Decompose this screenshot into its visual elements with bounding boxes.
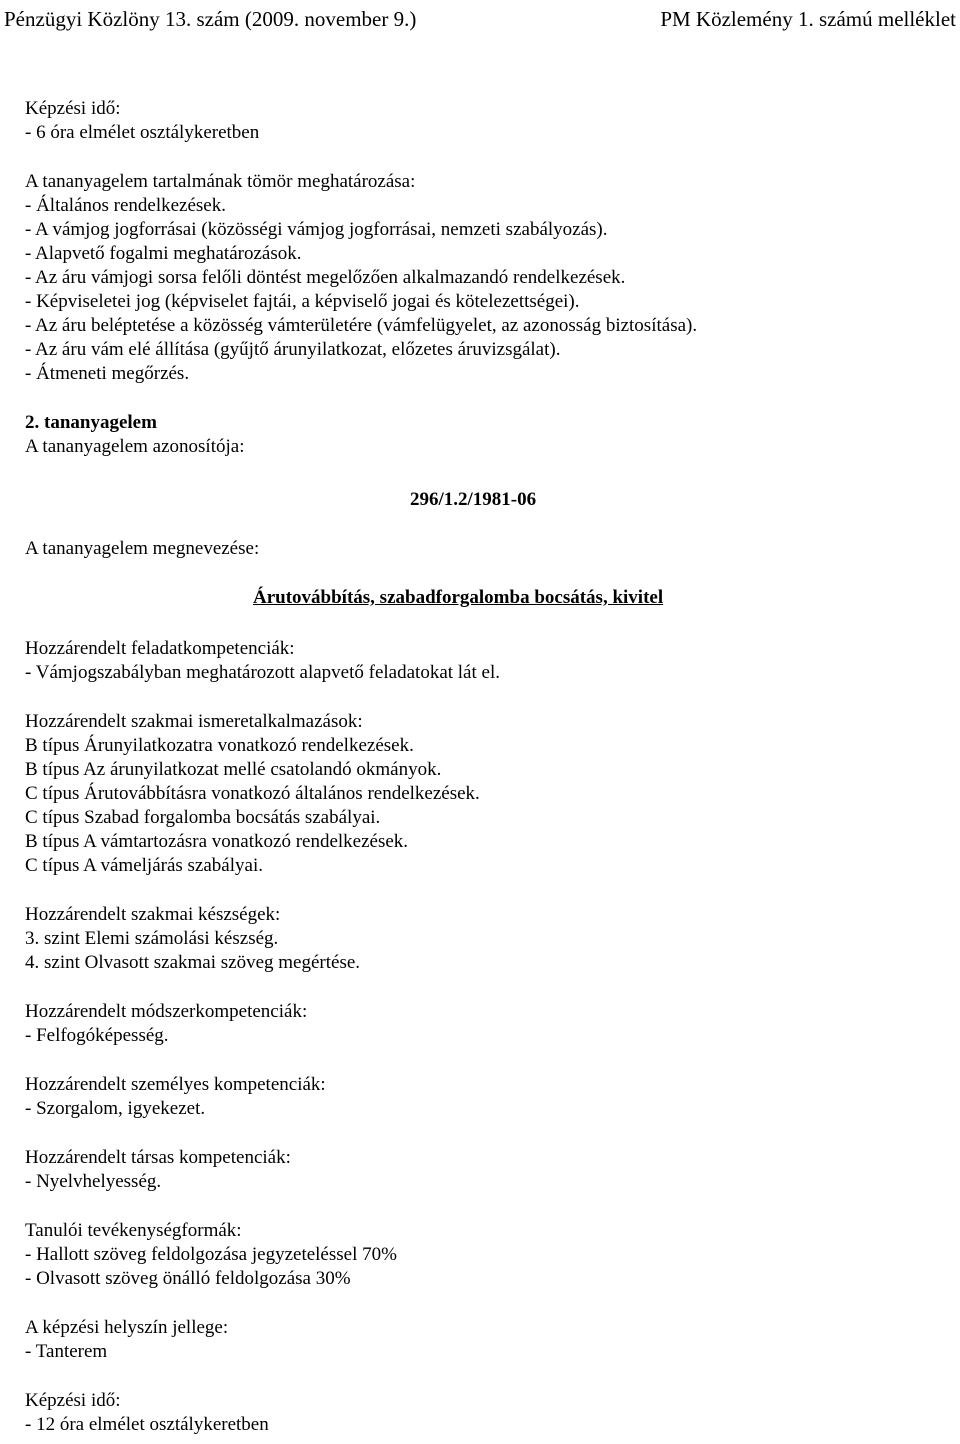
element-name-value: Árutovábbítás, szabadforgalomba bocsátás, kivitel <box>253 587 664 608</box>
section-heading: Hozzárendelt módszerkompetenciák: <box>25 1001 308 1022</box>
section-heading: Képzési idő: <box>25 1390 121 1411</box>
section-heading: Hozzárendelt személyes kompetenciák: <box>25 1074 326 1095</box>
section-line: - Az áru vám elé állítása (gyűjtő árunyilatkozat, előzetes áruvizsgálat). <box>25 339 561 360</box>
section-line: - Az áru beléptetése a közösség vámterületére (vámfelügyelet, az azonosság biztosítása). <box>25 315 698 336</box>
section-line: - Szorgalom, igyekezet. <box>25 1098 206 1119</box>
section-line: - 12 óra elmélet osztálykeretben <box>25 1414 269 1435</box>
training-time-section <box>25 97 935 145</box>
section-line: - Hallott szöveg feldolgozása jegyzeteléssel 70% <box>25 1244 397 1265</box>
section-line: 4. szint Olvasott szakmai szöveg megértése. <box>25 952 361 973</box>
section-heading: Hozzárendelt feladatkompetenciák: <box>25 638 295 659</box>
section-line: - Nyelvhelyesség. <box>25 1171 162 1192</box>
section-line: - Vámjogszabályban meghatározott alapvető feladatokat lát el. <box>25 662 500 683</box>
social-competencies-section <box>25 1146 935 1194</box>
annex-title: PM Közlemény 1. számú melléklet <box>660 7 956 31</box>
training-time-section-2 <box>25 1389 935 1437</box>
content-summary-section <box>25 170 935 386</box>
training-location-section <box>25 1316 935 1364</box>
section-line: 3. szint Elemi számolási készség. <box>25 928 279 949</box>
section-line: - Az áru vámjogi sorsa felőli döntést megelőzően alkalmazandó rendelkezések. <box>25 267 626 288</box>
section-line: - Képviseletei jog (képviselet fajtái, a képviselő jogai és kötelezettségei). <box>25 291 580 312</box>
top-content <box>25 97 935 459</box>
element-id-value: 296/1.2/1981-06 <box>410 489 537 510</box>
task-competencies-section <box>25 637 935 685</box>
learner-activities-section <box>25 1219 935 1291</box>
section-line: - 6 óra elmélet osztálykeretben <box>25 122 260 143</box>
section-line: C típus Szabad forgalomba bocsátás szabályai. <box>25 807 381 828</box>
section-line: - A vámjog jogforrásai (közösségi vámjog jogforrásai, nemzeti szabályozás). <box>25 219 608 240</box>
element-heading: 2. tananyagelem <box>25 412 157 433</box>
element-name-label: A tananyagelem megnevezése: <box>25 538 260 559</box>
section-line: B típus Az árunyilatkozat mellé csatolandó okmányok. <box>25 759 442 780</box>
section-line: - Tanterem <box>25 1341 108 1362</box>
section-heading: A tananyagelem tartalmának tömör meghatározása: <box>25 171 416 192</box>
section-line: - Általános rendelkezések. <box>25 195 226 216</box>
section-heading: Képzési idő: <box>25 98 121 119</box>
personal-competencies-section <box>25 1073 935 1121</box>
section-line: - Felfogóképesség. <box>25 1025 169 1046</box>
section-heading: Hozzárendelt szakmai készségek: <box>25 904 281 925</box>
section-line: - Átmeneti megőrzés. <box>25 363 190 384</box>
section-line: - Olvasott szöveg önálló feldolgozása 30% <box>25 1268 351 1289</box>
section-line: C típus A vámeljárás szabályai. <box>25 855 263 876</box>
section-line: B típus Árunyilatkozatra vonatkozó rendelkezések. <box>25 735 414 756</box>
section-heading: Hozzárendelt szakmai ismeretalkalmazások: <box>25 711 363 732</box>
page-header <box>0 6 960 36</box>
section-heading: Tanulói tevékenységformák: <box>25 1220 242 1241</box>
professional-skills-section <box>25 903 935 975</box>
journal-title: Pénzügyi Közlöny 13. szám (2009. november 9.) <box>4 7 417 31</box>
section-line: B típus A vámtartozásra vonatkozó rendelkezések. <box>25 831 409 852</box>
method-competencies-section <box>25 1000 935 1048</box>
section-heading: Hozzárendelt társas kompetenciák: <box>25 1147 291 1168</box>
element-id-label: A tananyagelem azonosítója: <box>25 436 245 457</box>
knowledge-applications-section <box>25 710 935 878</box>
section-line: - Alapvető fogalmi meghatározások. <box>25 243 302 264</box>
lower-content <box>25 637 935 1437</box>
section-heading: A képzési helyszín jellege: <box>25 1317 229 1338</box>
section-line: C típus Árutovábbításra vonatkozó általános rendelkezések. <box>25 783 480 804</box>
